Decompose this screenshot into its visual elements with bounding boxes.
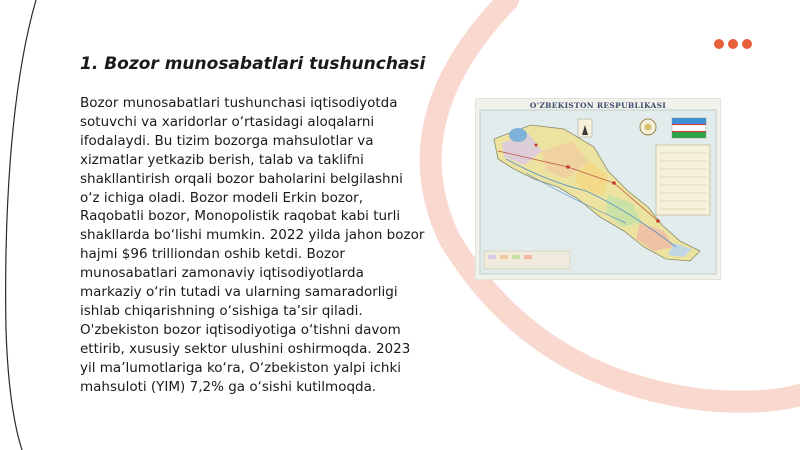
map-illustration <box>476 99 720 279</box>
map-title: O'ZBEKISTON RESPUBLIKASI <box>529 101 667 110</box>
slide-body-text: Bozor munosabatlari tushunchasi iqtisodiyotda sotuvchi va xaridorlar o‘rtasidagi aloqalarni ifodalaydi. Bu tizim bozorga mahsulotlar va xizmatlar yetkazib berish, talab va taklifni shakllantirish orqali bozor baholarini belgilashni o‘z ichiga oladi. Bozor modeli Erkin bozor, Raqobatli bozor, Monopolistik raqobat kabi turli shakllarda bo‘lishi mumkin. 2022 yilda jahon bozor hajmi $96 trilliondan oshib ketdi. Bozor munosabatlari zamonaviy iqtisodiyotlarda markaziy o‘rin tutadi va ularning samaradorligi ishlab chiqarishning o‘sishiga ta’sir qiladi. O'zbekiston bozor iqtisodiyotiga o‘tishni davom ettirib, xususiy sektor ulushini oshirmoqda. 2023 yil ma’lumotlariga ko‘ra, O‘zbekiston yalpi ichki mahsuloti (YIM) 7,2% ga o‘sishi kutilmoqda. <box>80 95 425 395</box>
dot-icon <box>728 39 738 49</box>
uzbekistan-map-image <box>476 99 720 279</box>
sea-shape <box>509 128 527 142</box>
flag-icon <box>672 118 706 138</box>
dot-icon <box>714 39 724 49</box>
decorative-left-curve <box>6 0 36 450</box>
slide-title: 1. Bozor munosabatlari tushunchasi <box>80 54 426 74</box>
three-dots-icon <box>714 39 752 49</box>
dot-icon <box>742 39 752 49</box>
